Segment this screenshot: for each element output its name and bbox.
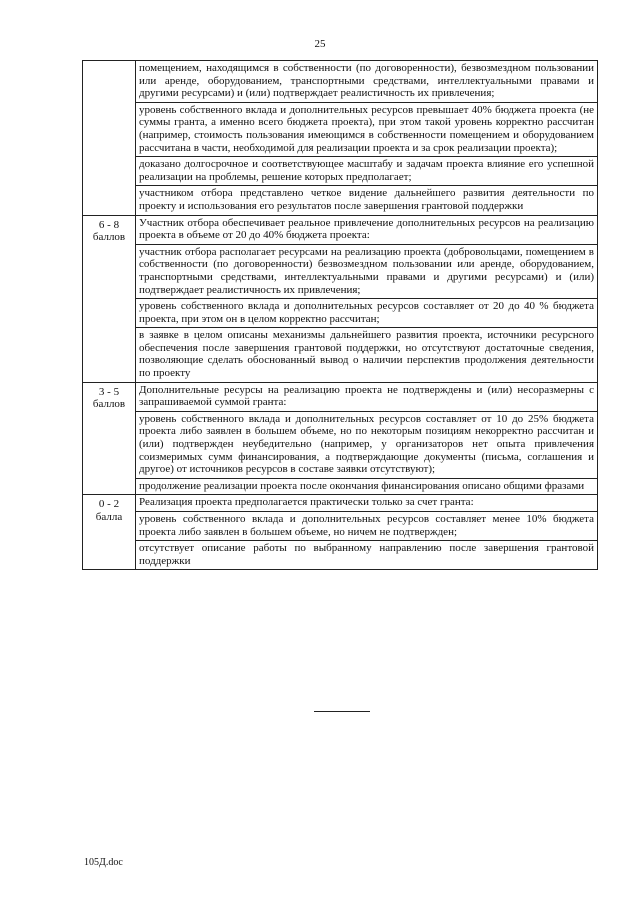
criteria-table <box>82 60 598 570</box>
table-row <box>83 495 598 570</box>
criterion-item: Участник отбора обеспечивает реальное привлечение дополнительных ресурсов на реализацию проекта в объеме от 20 до 40% бюджета проекта: <box>136 216 597 245</box>
criterion-item: доказано долгосрочное и соответствующее масштабу и задачам проекта влияние его успешной реализации на проблемы, решение которых предполагает; <box>136 157 597 186</box>
description-cell <box>136 495 598 570</box>
score-unit: балла <box>95 511 123 523</box>
score-unit: баллов <box>92 231 126 244</box>
score-range: 3 - 5 <box>98 385 120 398</box>
description-cell <box>136 382 598 495</box>
criterion-item: отсутствует описание работы по выбранному направлению после завершения грантовой поддержки <box>139 542 594 567</box>
criterion-item: помещением, находящимся в собственности (по договоренности), безвозмездном пользовании или аренде, оборудованием, транспортными средствами, интеллектуальными правами и другими ресурсами) и (или) подтверждает реалистичность их привлечения; <box>136 61 597 103</box>
score-cell <box>83 495 136 570</box>
score-range: 0 - 2 <box>98 498 120 511</box>
criterion-item: уровень собственного вклада и дополнительных ресурсов превышает 40% бюджета проекта (не суммы гранта, а именно всего бюджета проекта), при этом такой уровень корректно рассчитан (например, стоимость пользования имеющимся в собственности помещением и оборудованием рассчитана в части, необходимой для реализации проекта и за срок реализации проекта); <box>136 103 597 157</box>
criterion-item: Реализация проекта предполагается практически только за счет гранта: <box>136 495 597 512</box>
criterion-item: в заявке в целом описаны механизмы дальнейшего развития проекта, источники ресурсного обеспечения после завершения грантовой поддержки, но отсутствуют достаточные сведения, позволяющие сделать обоснованный вывод о наличии перспектив продолжения деятельности по проекту <box>139 329 594 380</box>
description-cell <box>136 215 598 382</box>
criterion-item: уровень собственного вклада и дополнительных ресурсов составляет менее 10% бюджета проекта либо заявлен в большем объеме, но ничем не подтвержден; <box>136 512 597 541</box>
criterion-item: участник отбора располагает ресурсами на реализацию проекта (добровольцами, помещением в собственности (по договоренности) безвозмездном пользовании или аренде, оборудованием, транспортными средствами, интеллектуальными правами и другими ресурсами) и (или) подтверждает реалистичность их привлечения; <box>136 245 597 299</box>
score-cell <box>83 382 136 495</box>
criterion-item: продолжение реализации проекта после окончания финансирования описано общими фразами <box>139 479 585 492</box>
score-cell <box>83 215 136 382</box>
footer-divider <box>314 711 370 712</box>
page-number: 25 <box>314 38 326 50</box>
document-code: 105Д.doc <box>84 857 123 868</box>
table-row <box>83 382 598 495</box>
criterion-item: Дополнительные ресурсы на реализацию проекта не подтверждены и (или) несоразмерны с запрашиваемой суммой гранта: <box>136 383 597 412</box>
score-range: 6 - 8 <box>98 218 120 231</box>
criterion-item: участником отбора представлено четкое видение дальнейшего развития деятельности по проекту и использования его результатов после завершения грантовой поддержки <box>139 187 594 212</box>
criterion-item: уровень собственного вклада и дополнительных ресурсов составляет от 10 до 25% бюджета проекта либо заявлен в большем объеме, но по некоторым позициям некорректно рассчитан и (или) подтвержден неубедительно (например, у организаторов нет опыта привлечения соизмеримых сумм финансирования, а подтверждающие документы (письма, соглашения и другое) от источников ресурсов в составе заявки отсутствуют); <box>136 412 597 479</box>
score-cell <box>83 61 136 216</box>
table-row <box>83 61 598 216</box>
score-unit: баллов <box>92 398 126 411</box>
criterion-item: уровень собственного вклада и дополнительных ресурсов составляет от 20 до 40 % бюджета проекта, при этом он в целом корректно рассчитан; <box>136 299 597 328</box>
table-row <box>83 215 598 382</box>
description-cell <box>136 61 598 216</box>
